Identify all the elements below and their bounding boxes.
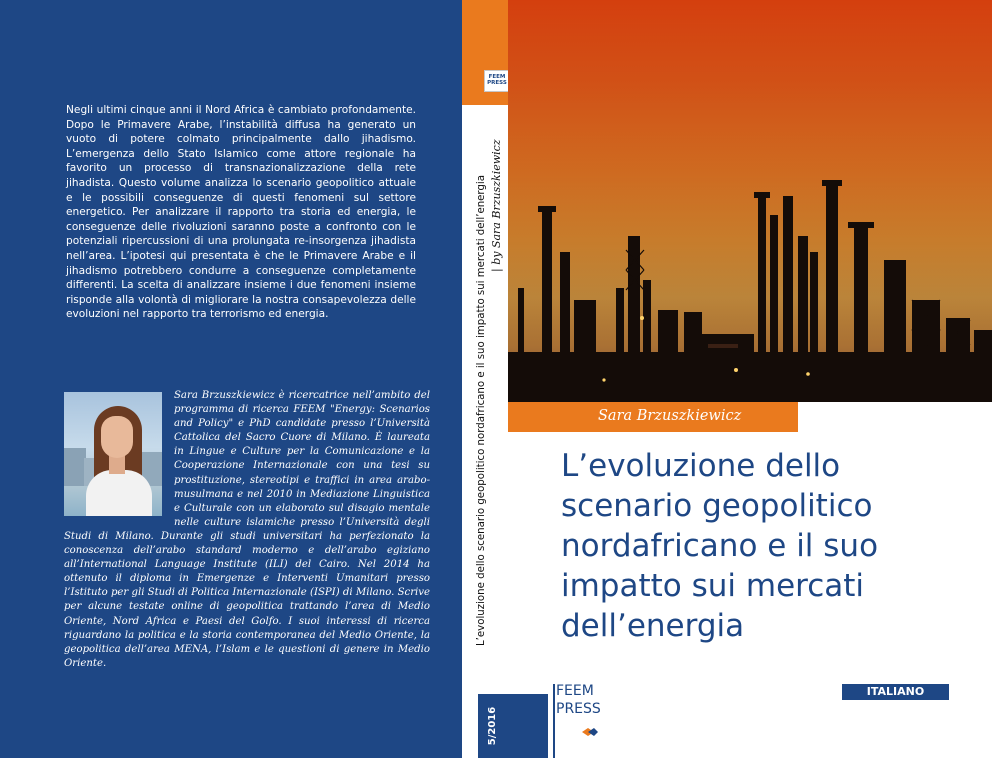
spine-title: L’evoluzione dello scenario geopolitico nordafricano e il suo impatto sui mercati dell’energia	[476, 175, 487, 646]
book-title: L’evoluzione dello scenario geopolitico nordafricano e il suo impatto sui mercati dell’energia	[561, 448, 879, 644]
feem-press-small-logo: FEEM PRESS	[484, 70, 510, 92]
author-name: Sara Brzuszkiewicz	[598, 408, 742, 424]
refinery-sunset-photo	[508, 0, 992, 402]
spine-author: | by Sara Brzuszkiewicz	[490, 139, 503, 272]
refinery-silhouette	[508, 0, 992, 402]
language-badge: ITALIANO	[842, 684, 949, 700]
publisher-bar	[553, 684, 555, 758]
publisher-line1: FEEM	[556, 683, 594, 699]
publisher-line2: PRESS	[556, 701, 601, 717]
author-bar-blank	[798, 402, 992, 432]
back-cover-blurb: Negli ultimi cinque anni il Nord Africa è cambiato profondamente. Dopo le Primavere Arabe, l’instabilità diffusa ha generato un vuoto di potere colmato principalmente dallo jihadismo. L’emergenza dello Stato Islamico come attore regionale ha favorito un processo di transnazionalizzazione della rete jihadista. Questo volume analizza lo scenario geopolitico attuale e le possibili conseguenze di questi fenomeni sul settore energetico. Per analizzare il rapporto tra storia ed energia, le conseguenze delle rivoluzioni saranno poste a confronto con le potenziali ripercussioni di una prolungata re-insorgenza jihadista nell’area. L’ipotesi qui presentata è che le Primavere Arabe e il jihadismo potrebbero condurre a conseguenze completamente differenti. La scelta di analizzare insieme i due fenomeni insieme risponde alla volontà di migliorare la nostra consapevolezza delle evoluzioni nel rapporto tra terrorismo ed energia.	[66, 104, 416, 321]
spine-issue-number: 5/2016	[478, 694, 548, 758]
author-bio: Sara Brzuszkiewicz è ricercatrice nell’ambito del programma di ricerca FEEM "Energy: Scenarios and Policy" e PhD candidate presso l’Università Cattolica del Sacro Cuore di Milano. È laureata in Lingue e Culture per la Comunicazione e la Cooperazione Internazionale con una tesi su prostituzione, stereotipi e traffici in area arabo-musulmana e nel 2010 in Mediazione Linguistica e Culturale con un elaborato sul disagio mentale nelle culture islamiche presso l’Università degli Studi di Milano. Durante gli studi universitari ha perfezionato la conoscenza dell’arabo standard moderno e dell’arabo egiziano all’International Language Institute (ILI) del Cairo. Nel 2014 ha ottenuto il diploma in Emergenze e Interventi Umanitari presso l’Istituto per gli Studi di Politica Internazionale (ISPI) di Milano. Scrive per alcune testate online di geopolitica trattando l’area di Medio Oriente, Nord Africa e Paesi del Golfo. I suoi interessi di ricerca riguardano la politica e la storia contemporanea del Medio Oriente, la geopolitica dell’area MENA, l’Islam e le questioni di genere in Medio Oriente.	[64, 390, 430, 669]
publisher-icon	[580, 724, 600, 740]
